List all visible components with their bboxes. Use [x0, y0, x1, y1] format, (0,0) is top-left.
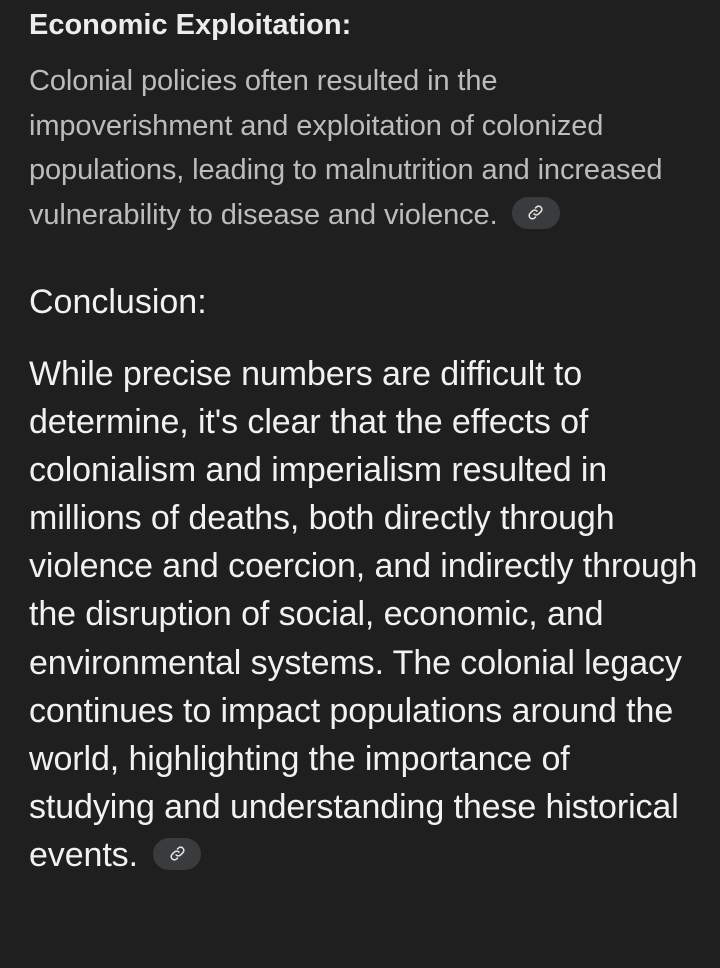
- section-body-conclusion: [29, 350, 699, 879]
- response-content: [29, 0, 699, 879]
- section-body-text: While precise numbers are difficult to determine, it's clear that the effects of colonialism and imperialism resulted in millions of deaths, both directly through violence and coercion, and indirectly through the disruption of social, economic, and environmental systems. The colonial legacy continues to impact populations around the world, highlighting the importance of studying and understanding these historical events.: [29, 355, 698, 874]
- section-heading-conclusion: Conclusion:: [29, 283, 207, 321]
- link-icon: [169, 845, 186, 862]
- section-body-economic-exploitation: [29, 59, 699, 237]
- source-link-chip[interactable]: [153, 838, 201, 870]
- section-body-text: Colonial policies often resulted in the impoverishment and exploitation of colonized populations, leading to malnutrition and increased vulnerability to disease and violence.: [29, 65, 663, 231]
- link-icon: [527, 204, 544, 221]
- section-heading-economic-exploitation: Economic Exploitation:: [29, 9, 352, 41]
- source-link-chip[interactable]: [512, 197, 560, 229]
